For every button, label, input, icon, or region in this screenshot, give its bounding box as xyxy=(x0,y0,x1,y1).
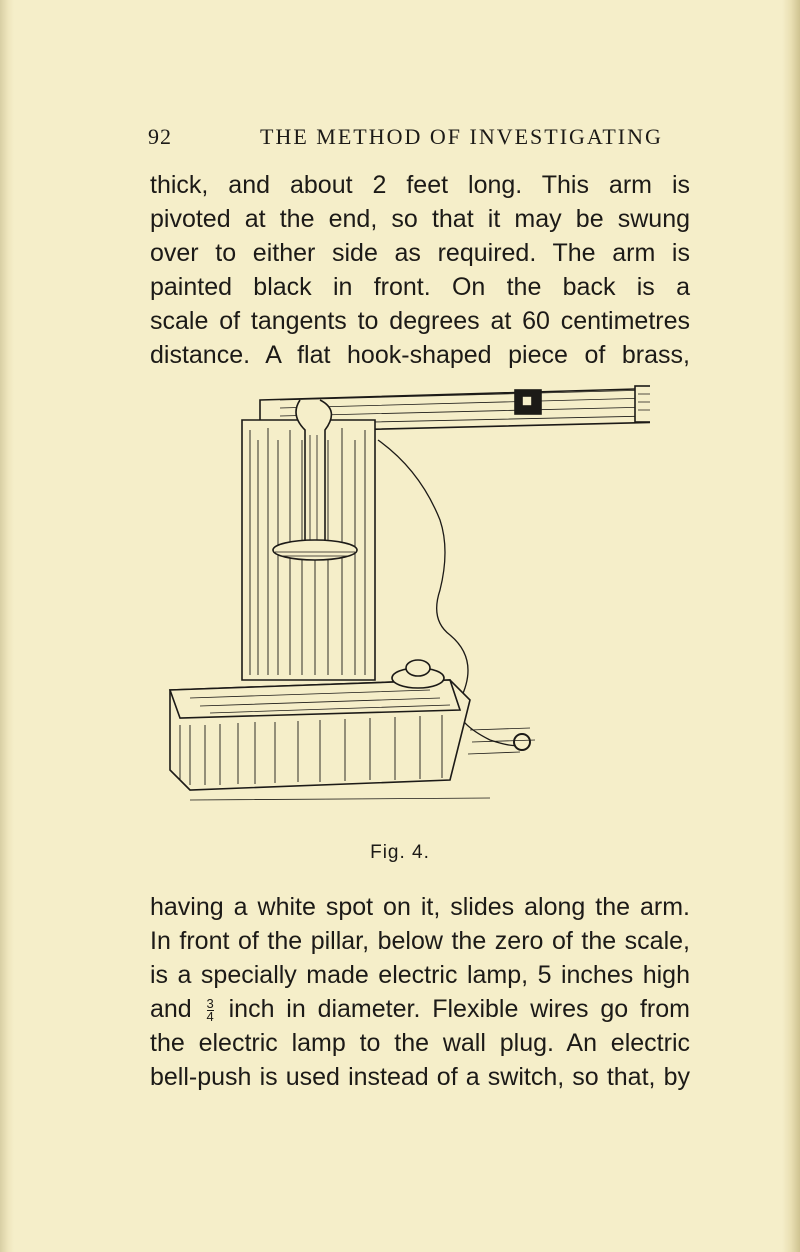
fraction-three-quarters xyxy=(206,995,214,1024)
running-head: THE METHOD OF INVESTIGATING xyxy=(260,124,663,149)
page-number: 92 xyxy=(148,124,172,149)
page-edge-left xyxy=(0,0,14,1252)
fraction-numerator: 3 xyxy=(206,995,214,1011)
text-fragment: and xyxy=(150,995,192,1023)
text-line: scale of tangents to degrees at 60 centimetres xyxy=(150,307,690,335)
text-line-with-fraction xyxy=(150,992,690,1026)
text-line: the electric lamp to the wall plug. An electric xyxy=(150,1029,690,1057)
page-header xyxy=(148,124,668,154)
bottom-paragraph xyxy=(150,890,690,1094)
text-line: painted black in front. On the back is a xyxy=(150,273,690,301)
text-line: distance. A flat hook-shaped piece of brass, xyxy=(150,341,690,369)
text-fragment: inch in diameter. Flexible wires go from xyxy=(228,995,690,1023)
text-line: is a specially made electric lamp, 5 inches high xyxy=(150,961,690,989)
text-line: having a white spot on it, slides along the arm. xyxy=(150,893,690,921)
text-line: bell-push is used instead of a switch, so that, by xyxy=(150,1063,690,1091)
text-line: thick, and about 2 feet long. This arm is xyxy=(150,171,690,199)
apparatus-engraving xyxy=(150,380,650,830)
text-line: over to either side as required. The arm is xyxy=(150,239,690,267)
figure-caption: Fig. 4. xyxy=(370,842,430,863)
page-edge-right xyxy=(782,0,800,1252)
text-line: In front of the pillar, below the zero of the scale, xyxy=(150,927,690,955)
fraction-denominator: 4 xyxy=(206,1008,214,1024)
text-line: pivoted at the end, so that it may be swung xyxy=(150,205,690,233)
figure-illustration xyxy=(150,380,650,830)
top-paragraph xyxy=(150,168,690,372)
